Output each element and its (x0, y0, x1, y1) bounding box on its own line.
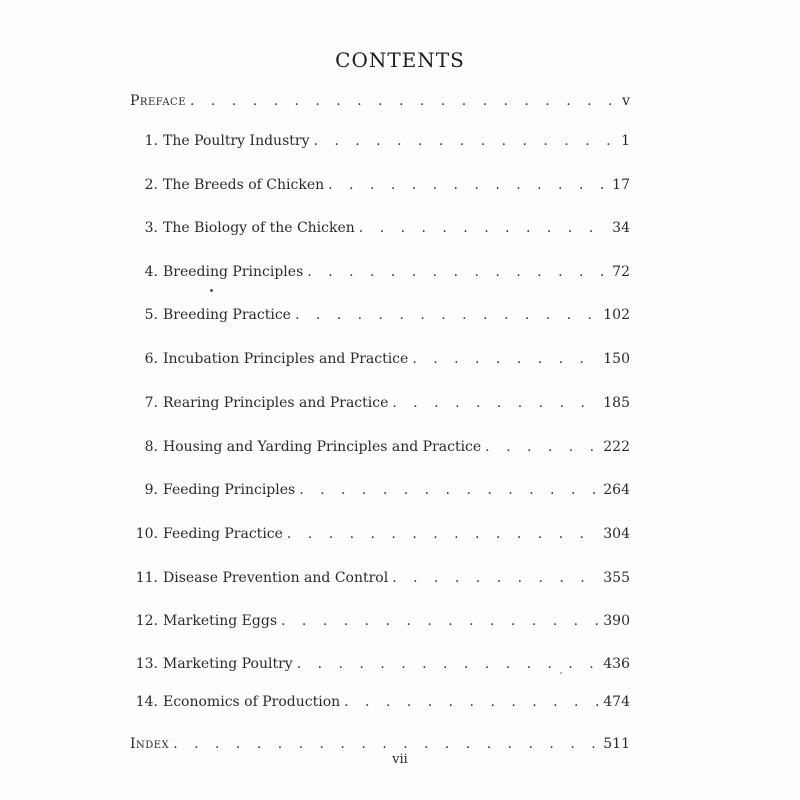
chapter-number: 4. (144, 264, 158, 280)
chapter-number: 2. (144, 177, 158, 193)
chapter-number: 7. (144, 395, 158, 411)
chapter-number: 8. (144, 439, 158, 455)
toc-entry-preface[interactable] (130, 91, 630, 111)
scan-speck (560, 672, 562, 674)
entry-title: The Poultry Industry (163, 133, 310, 149)
page-number: 511 (603, 736, 630, 752)
chapter-number: 3. (144, 220, 158, 236)
toc-entry-chapter[interactable] (130, 568, 630, 588)
page-number: 436 (603, 656, 630, 672)
page-number: 222 (603, 439, 630, 455)
entry-title: Preface (130, 93, 186, 109)
toc-entry-chapter[interactable] (130, 692, 630, 712)
toc-entry-index[interactable] (130, 734, 630, 754)
entry-title: Marketing Poultry (163, 656, 293, 672)
toc-entry-chapter[interactable] (130, 349, 630, 369)
dot-leader (293, 654, 600, 674)
chapter-number: 12. (135, 613, 158, 629)
dot-leader (388, 568, 599, 588)
page-number: 34 (612, 220, 630, 236)
dot-leader (355, 218, 608, 238)
dot-leader (340, 692, 599, 712)
dot-leader (283, 524, 599, 544)
entry-title: The Biology of the Chicken (163, 220, 355, 236)
page-number: 264 (603, 482, 630, 498)
page-number: 474 (603, 694, 630, 710)
page-title: CONTENTS (335, 48, 465, 72)
page-number: v (622, 93, 630, 109)
scan-speck (210, 289, 213, 292)
dot-leader (309, 131, 617, 151)
page-number: 304 (603, 526, 630, 542)
chapter-number: 6. (144, 351, 158, 367)
dot-leader (295, 480, 599, 500)
entry-title: Economics of Production (163, 694, 341, 710)
chapter-number: 5. (144, 307, 158, 323)
entry-title: Marketing Eggs (163, 613, 278, 629)
chapter-number: 9. (144, 482, 158, 498)
page-number: 72 (612, 264, 630, 280)
entry-title: Feeding Principles (163, 482, 296, 498)
entry-title: Rearing Principles and Practice (163, 395, 389, 411)
entry-title: Housing and Yarding Principles and Practice (163, 439, 482, 455)
chapter-number: 1. (144, 133, 158, 149)
page-number: 390 (603, 613, 630, 629)
entry-title: Incubation Principles and Practice (163, 351, 409, 367)
toc-entry-chapter[interactable] (130, 611, 630, 631)
dot-leader (408, 349, 599, 369)
entry-title: Feeding Practice (163, 526, 283, 542)
page-number: 17 (612, 177, 630, 193)
toc-entry-chapter[interactable] (130, 175, 630, 195)
dot-leader (324, 175, 608, 195)
dot-leader (291, 305, 599, 325)
entry-title: Index (130, 736, 170, 752)
page-number: 102 (603, 307, 630, 323)
entry-title: Disease Prevention and Control (163, 570, 389, 586)
dot-leader (186, 91, 618, 111)
toc-entry-chapter[interactable] (130, 131, 630, 151)
page-number: 1 (621, 133, 630, 149)
entry-title: Breeding Practice (163, 307, 291, 323)
chapter-number: 11. (135, 570, 158, 586)
toc-entry-chapter[interactable] (130, 524, 630, 544)
dot-leader (169, 734, 599, 754)
dot-leader (481, 437, 599, 457)
page-number: 150 (603, 351, 630, 367)
dot-leader (388, 393, 599, 413)
toc-entry-chapter[interactable] (130, 654, 630, 674)
entry-title: The Breeds of Chicken (163, 177, 325, 193)
toc-entry-chapter[interactable] (130, 393, 630, 413)
toc-entry-chapter[interactable] (130, 480, 630, 500)
toc-entry-chapter[interactable] (130, 437, 630, 457)
page-number: 355 (603, 570, 630, 586)
chapter-number: 13. (135, 656, 158, 672)
toc-entry-chapter[interactable] (130, 262, 630, 282)
toc-entry-chapter[interactable] (130, 305, 630, 325)
toc-entry-chapter[interactable] (130, 218, 630, 238)
page-folio: vii (392, 752, 408, 767)
dot-leader (303, 262, 608, 282)
page-number: 185 (603, 395, 630, 411)
dot-leader (277, 611, 599, 631)
chapter-number: 14. (135, 694, 158, 710)
entry-title: Breeding Principles (163, 264, 304, 280)
chapter-number: 10. (135, 526, 158, 542)
